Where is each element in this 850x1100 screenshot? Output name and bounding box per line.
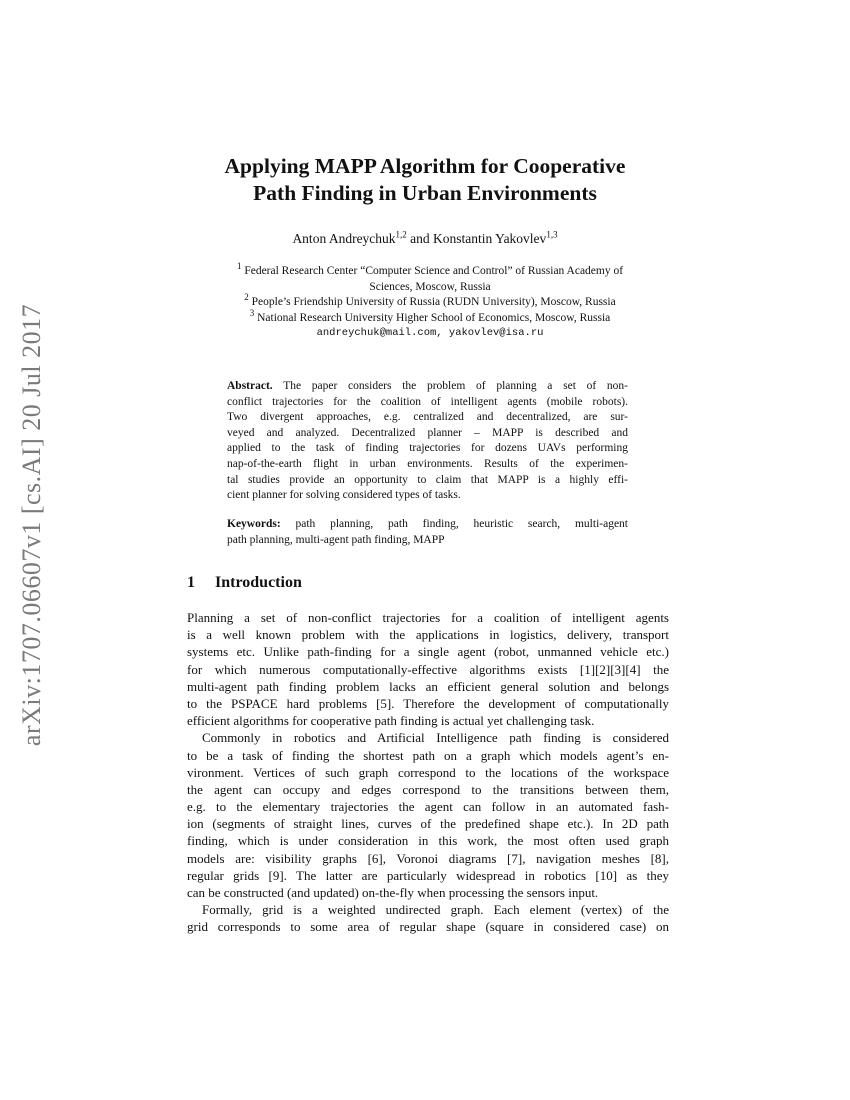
body-line: grid corresponds to some area of regular shape (square in considered case) on	[187, 919, 669, 935]
arxiv-id-label: arXiv:1707.06607v1 [cs.AI] 20 Jul 2017	[17, 303, 46, 747]
author-emails: andreychuk@mail.com, yakovlev@isa.ru	[316, 327, 544, 339]
body-line: to be a task of finding the shortest path on a graph which models agent’s en-	[187, 747, 669, 763]
section-heading	[187, 574, 302, 592]
affiliation-2	[185, 292, 675, 311]
body-line: e.g. to the elementary trajectories the agent can follow in an automated fash-	[187, 799, 669, 815]
arxiv-sidebar-stamp	[14, 303, 50, 747]
body-line: to the PSPACE hard problems [5]. Therefore the development of computationally	[187, 695, 669, 711]
abstract-heading: Abstract.	[227, 380, 273, 392]
keywords	[227, 517, 628, 548]
keywords-line: path planning, multi-agent path finding, MAPP	[227, 533, 445, 546]
body-line: the agent can occupy and edges correspond to the transitions between them,	[187, 781, 669, 797]
paper-title	[150, 153, 700, 207]
keywords-heading: Keywords:	[227, 518, 281, 530]
abstract-line: tal studies provide an opportunity to claim that MAPP is a highly effi-	[227, 473, 628, 486]
affiliations	[185, 261, 675, 342]
body-line: efficient algorithms for cooperative path finding is actual yet challenging task.	[187, 713, 595, 729]
body-line: regular grids [9]. The latter are particularly widespread in robotics [10] as they	[187, 867, 669, 883]
body-line: vironment. Vertices of such graph correspond to the locations of the workspace	[187, 764, 669, 780]
body-line: Formally, grid is a weighted undirected graph. Each element (vertex) of the	[202, 902, 669, 918]
body-line: is a well known problem with the applications in logistics, delivery, transport	[187, 627, 669, 643]
title-line-1: Applying MAPP Algorithm for Cooperative	[224, 154, 626, 178]
abstract-line: conflict trajectories for the coalition of intelligent agents (mobile robots).	[227, 395, 628, 408]
body-line: systems etc. Unlike path-finding for a single agent (robot, unmanned vehicle etc.)	[187, 644, 669, 660]
keywords-line	[227, 517, 628, 533]
abstract-line	[227, 379, 628, 395]
body-line: ion (segments of straight lines, curves of the predefined shape etc.). In 2D path	[187, 816, 669, 832]
affiliation-1-line-1	[185, 261, 675, 280]
body-line: multi-agent path finding problem lacks an efficient general solution and belongs	[187, 678, 669, 694]
body-line: Planning a set of non-conflict trajectories for a coalition of intelligent agents	[187, 610, 669, 625]
abstract-line: veyed and analyzed. Decentralized planner – MAPP is described and	[227, 426, 628, 439]
title-line-2: Path Finding in Urban Environments	[253, 181, 597, 205]
affiliation-1-text: Federal Research Center “Computer Science and Control” of Russian Academy of	[244, 265, 624, 277]
body-line: models are: visibility graphs [6], Voronoi diagrams [7], navigation meshes [8],	[187, 850, 669, 866]
body-text	[187, 609, 669, 936]
affiliation-2-sup: 2	[244, 292, 249, 303]
keywords-text: path planning, path finding, heuristic search, multi-agent	[295, 518, 629, 530]
author-conjunction: and	[406, 231, 434, 246]
abstract-line: nap-of-the-earth flight in urban environments. Results of the experimen-	[227, 457, 628, 470]
author-1-name: Anton Andreychuk	[292, 231, 396, 246]
section-number: 1	[187, 574, 195, 591]
affiliation-3	[185, 307, 675, 327]
body-line: for which numerous computationally-effective algorithms exists [1][2][3][4] the	[187, 661, 669, 677]
author-2-name: Konstantin Yakovlev	[433, 231, 547, 246]
author-2-affil-sup: 1,3	[546, 229, 558, 240]
author-1-affil-sup: 1,2	[395, 229, 407, 240]
abstract-line: Two divergent approaches, e.g. centralized and decentralized, are sur-	[227, 411, 628, 424]
section-title: Introduction	[215, 574, 302, 591]
abstract-line: cient planner for solving considered types of tasks.	[227, 489, 461, 502]
affiliation-2-text: People’s Friendship University of Russia (RUDN University), Moscow, Russia	[251, 296, 616, 308]
author-list	[150, 231, 700, 247]
affiliation-1-sup: 1	[236, 261, 242, 272]
abstract	[227, 379, 628, 504]
body-line: finding, which is under consideration in this work, the most often used graph	[187, 833, 669, 849]
body-line: can be constructed (and updated) on-the-fly when processing the sensors input.	[187, 885, 599, 900]
abstract-text: The paper considers the problem of planning a set of non-	[283, 380, 628, 392]
affiliation-3-sup: 3	[249, 307, 255, 318]
affiliation-3-text: National Research University Higher School of Economics, Moscow, Russia	[257, 311, 611, 324]
affiliation-1-line-2: Sciences, Moscow, Russia	[369, 280, 491, 293]
body-line: Commonly in robotics and Artificial Intelligence path finding is considered	[202, 730, 669, 746]
abstract-line: applied to the task of finding trajectories for dozens UAVs performing	[227, 442, 628, 455]
